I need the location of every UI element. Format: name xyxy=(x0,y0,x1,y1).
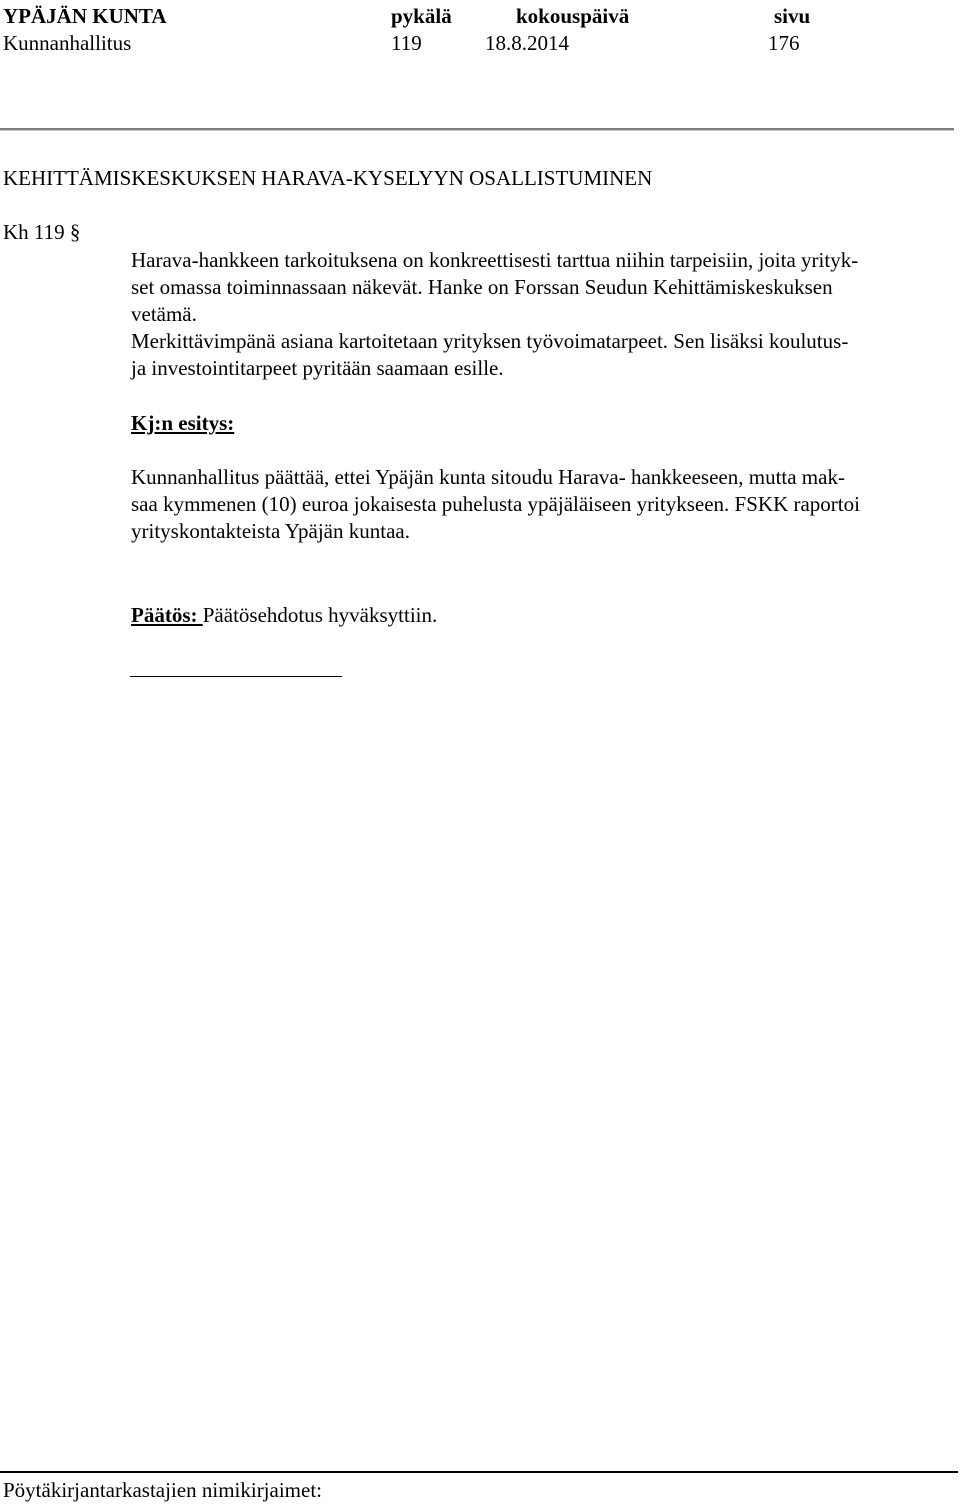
intro-line: vetämä. xyxy=(131,302,197,326)
municipality-name: YPÄJÄN KUNTA xyxy=(3,4,167,28)
section-reference: Kh 119 § xyxy=(3,220,81,244)
decision-text: Päätösehdotus hyväksyttiin. xyxy=(202,603,438,627)
proposal-line: saa kymmenen (10) euroa jokaisesta puhelusta ypäjäläiseen yritykseen. FSKK raportoi xyxy=(131,492,860,516)
proposal-line: yrityskontakteista Ypäjän kuntaa. xyxy=(131,519,410,543)
decision-label: Päätös: xyxy=(131,603,203,627)
footer-divider xyxy=(0,1471,958,1473)
intro-line: set omassa toiminnassaan näkevät. Hanke on Forssan Seudun Kehittämiskeskuksen xyxy=(131,275,833,299)
page-column-label: sivu xyxy=(774,4,811,28)
proposal-paragraph xyxy=(131,464,953,545)
intro-line: Merkittävimpänä asiana kartoitetaan yrityksen työvoimatarpeet. Sen lisäksi koulutus- xyxy=(131,329,849,353)
proposal-line: Kunnanhallitus päättää, ettei Ypäjän kunta sitoudu Harava- hankkeeseen, mutta mak- xyxy=(131,465,845,489)
intro-line: Harava-hankkeen tarkoituksena on konkreettisesti tarttua niihin tarpeisiin, joita yrityk- xyxy=(131,248,859,272)
date-column-label: kokouspäivä xyxy=(516,4,630,28)
intro-paragraph xyxy=(131,247,953,382)
header-divider xyxy=(0,128,954,131)
governing-body: Kunnanhallitus xyxy=(3,31,132,55)
section-column-label: pykälä xyxy=(391,4,452,28)
intro-line: ja investointitarpeet pyritään saamaan esille. xyxy=(131,356,504,380)
page-number: 176 xyxy=(768,31,800,55)
document-title: KEHITTÄMISKESKUKSEN HARAVA-KYSELYYN OSALLISTUMINEN xyxy=(3,166,653,190)
proposal-label: Kj:n esitys: xyxy=(131,411,235,435)
decision-line xyxy=(131,602,437,629)
closing-rule xyxy=(130,676,342,677)
footer-initials-label: Pöytäkirjantarkastajien nimikirjaimet: xyxy=(3,1478,322,1502)
meeting-date: 18.8.2014 xyxy=(485,31,569,55)
section-number: 119 xyxy=(391,31,422,55)
